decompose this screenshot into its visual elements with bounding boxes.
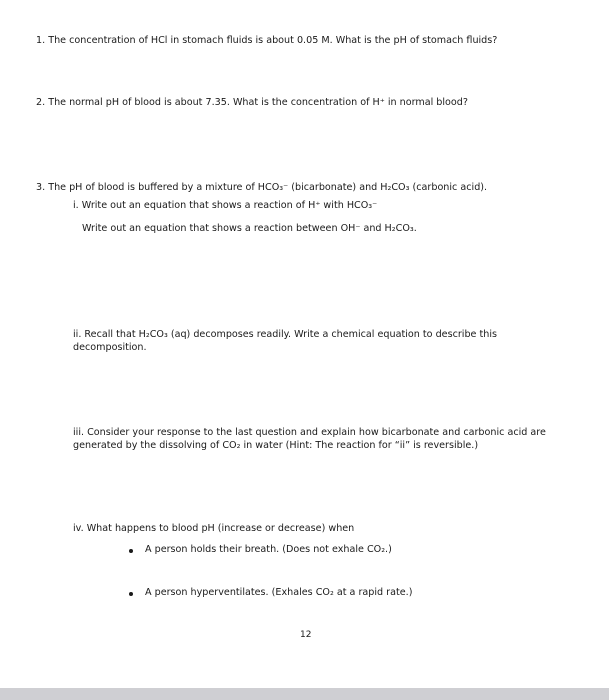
question-3-part-ii-line-2: decomposition. [73, 342, 147, 353]
question-3-part-ii-line-1: ii. Recall that H₂CO₃ (aq) decomposes readily. Write a chemical equation to describe this [73, 329, 498, 340]
question-3-part-i-line-1: i. Write out an equation that shows a reaction of H⁺ with HCO₃⁻ [73, 200, 378, 211]
page-number: 12 [300, 630, 312, 640]
bullet-marker [129, 549, 133, 553]
bullet-item-hyperventilate: A person hyperventilates. (Exhales CO₂ at a rapid rate.) [145, 587, 413, 598]
question-3-part-iii-line-2: generated by the dissolving of CO₂ in water (Hint: The reaction for “ii” is reversible.) [73, 440, 479, 451]
bullet-item-hold-breath: A person holds their breath. (Does not exhale CO₂.) [145, 544, 392, 555]
bullet-marker [129, 592, 133, 596]
question-2: 2. The normal pH of blood is about 7.35. What is the concentration of H⁺ in normal blood? [36, 97, 468, 108]
question-3-part-iii-line-1: iii. Consider your response to the last question and explain how bicarbonate and carbonic acid are [73, 427, 546, 438]
question-1: 1. The concentration of HCl in stomach fluids is about 0.05 M. What is the pH of stomach fluids? [36, 35, 498, 46]
question-3: 3. The pH of blood is buffered by a mixture of HCO₃⁻ (bicarbonate) and H₂CO₃ (carbonic acid). [36, 182, 488, 193]
question-3-part-iv: iv. What happens to blood pH (increase or decrease) when [73, 523, 355, 534]
viewer-bottom-bar [0, 688, 609, 700]
question-3-part-i-line-2: Write out an equation that shows a reaction between OH⁻ and H₂CO₃. [82, 223, 417, 234]
